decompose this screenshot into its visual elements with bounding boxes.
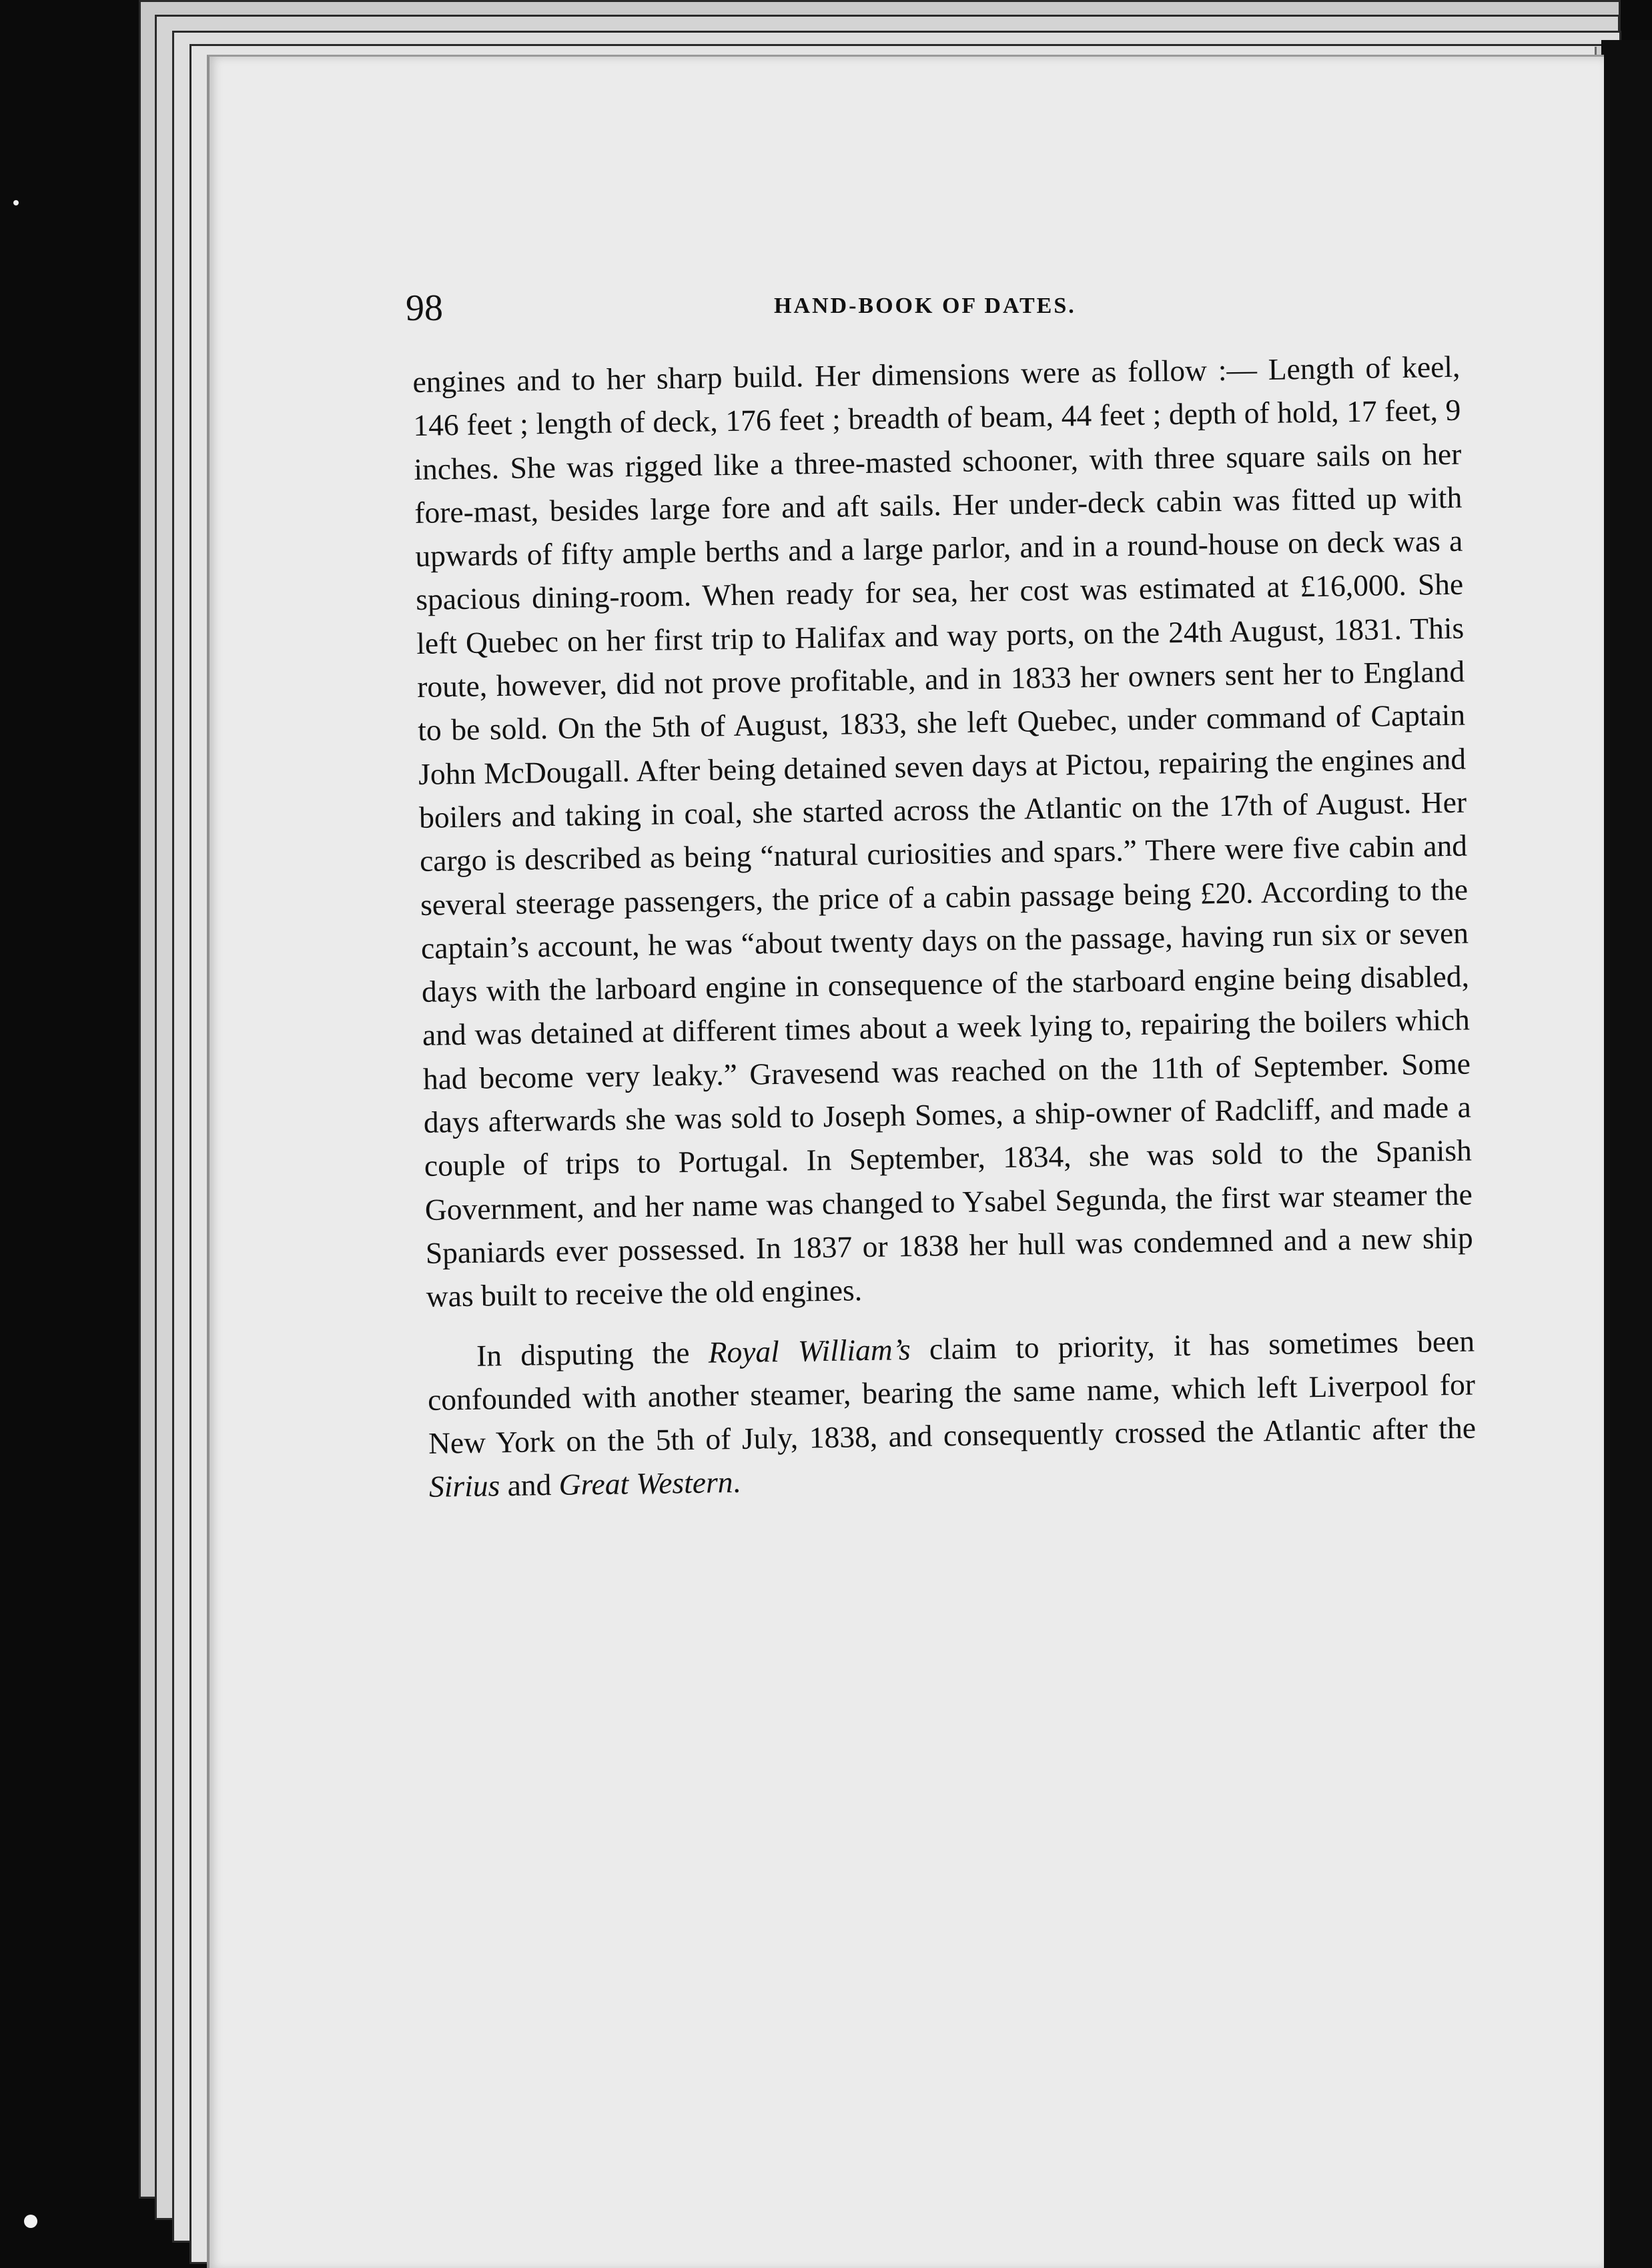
running-head: HAND-BOOK OF DATES. <box>774 294 1076 318</box>
gutter-shadow <box>1601 40 1652 2268</box>
scan-speck <box>13 200 19 205</box>
ship-name-great-western: Great Western <box>558 1465 733 1502</box>
paragraph-1: engines and to her sharp build. Her dimensions were as follow :— Length of keel, 146 feet ; length of deck, 176 feet ; breadth of beam, 44 feet ; depth of hold, 17 feet, 9 inches. She was rigged like a three-masted schooner, with three square sails on her fore-mast, besides large fore and aft sails. Her under-deck cabin was fitted up with upwards of fifty ample berths and a large parlor, and in a round-house on deck was a spacious dining-room. When ready for sea, her cost was estimated at £16,000. She left Quebec on her first trip to Halifax and way ports, on the 24th August, 1831. This route, however, did not prove profitable, and in 1833 her owners sent her to England to be sold. On the 5th of August, 1833, she left Quebec, under command of Captain John McDougall. After being detained seven days at Pictou, repairing the engines and boilers and taking in coal, she started across the Atlantic on the 17th of August. Her cargo is described as being “natural curiosities and spars.” There were five cabin and several steerage passengers, the price of a cabin passage being £20. According to the captain’s account, he was “about twenty days on the passage, having run six or seven days with the larboard engine in consequence of the starboard engine being disabled, and was detained at different times about a week lying to, repairing the boilers which had become very leaky.” Gravesend was reached on the 11th of September. Some days afterwards she was sold to Joseph Somes, a ship-owner of Radcliff, and made a couple of trips to Portugal. In September, 1834, she was sold to the Spanish Government, and her name was changed to Ysabel Segunda, the first war steamer the Spaniards ever possessed. In 1837 or 1838 her hull was condemned and a new ship was built to receive the old engines. <box>412 349 1474 1314</box>
paragraph-2-text: and <box>499 1468 560 1503</box>
paragraph-2-text: In disputing the <box>476 1335 709 1373</box>
ship-name-royal-william: Royal William’s <box>708 1331 911 1369</box>
page-header <box>406 287 1447 334</box>
ship-name-sirius: Sirius <box>428 1468 500 1504</box>
scan-speck <box>24 2215 37 2228</box>
paragraph-2-text: claim to priority, it has sometimes been confounded with another steamer, bearing the same name, which left Liverpool for New York on the 5th of July, 1838, and consequently crossed the Atlantic after the <box>427 1323 1477 1460</box>
body-text <box>412 345 1477 1509</box>
page-number: 98 <box>406 288 443 329</box>
paragraph-2-text: . <box>733 1465 741 1500</box>
paragraph-2 <box>427 1319 1477 1508</box>
